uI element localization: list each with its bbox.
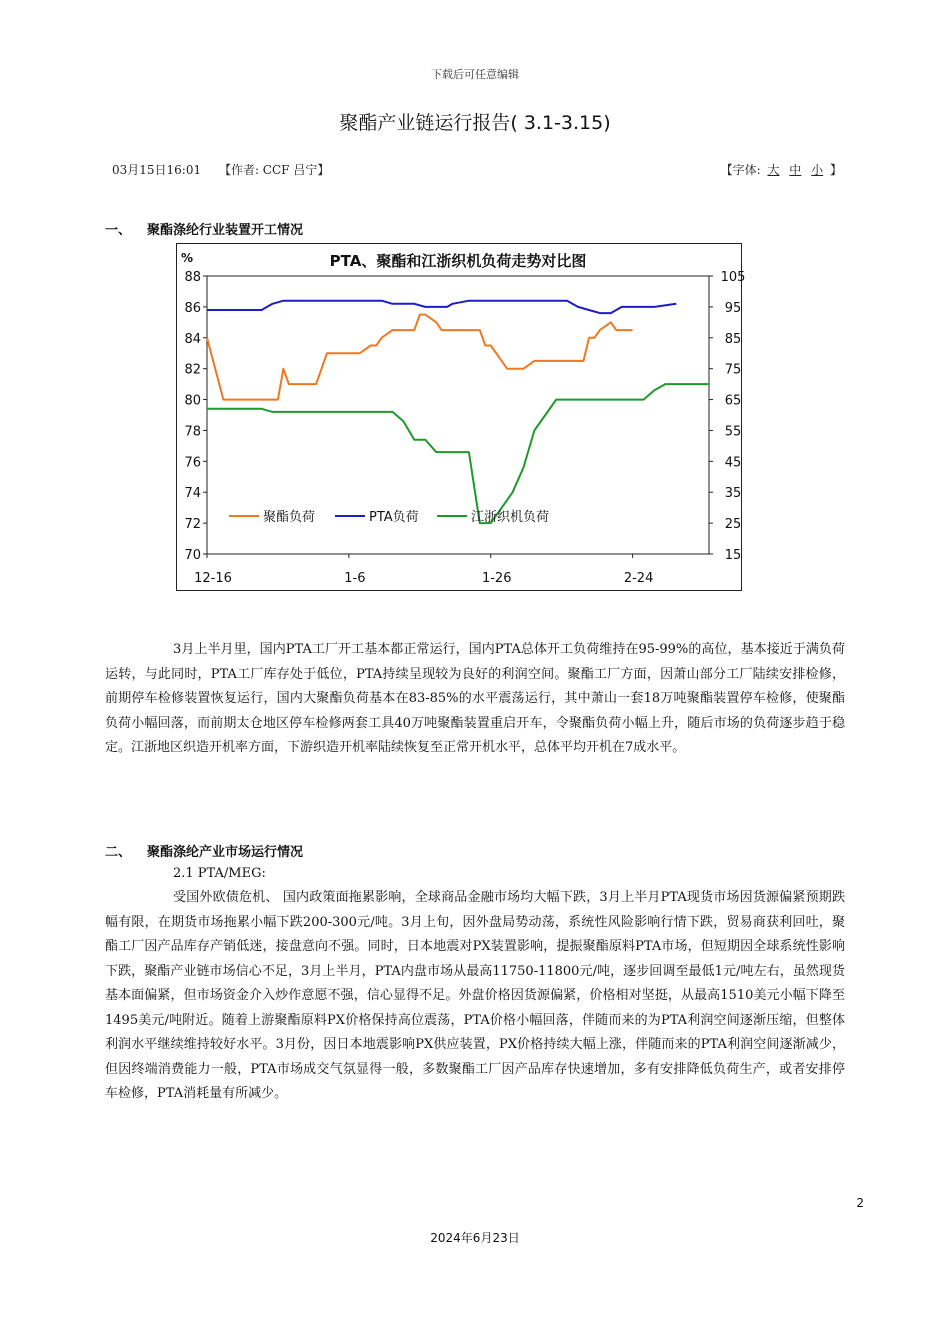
y-right-tick-label: 15 <box>724 548 742 563</box>
y-left-tick-label: 84 <box>184 331 201 347</box>
download-note: 下载后可任意编辑 <box>431 68 519 81</box>
y-right-tick-label: 95 <box>724 300 742 316</box>
y-right-tick-label: 25 <box>724 517 742 533</box>
y-left-tick-label: 86 <box>184 300 201 316</box>
y-axis-label: % <box>181 251 194 265</box>
series-line-2 <box>207 384 709 523</box>
series-line-0 <box>207 315 633 400</box>
author-line: 【作者: CCF 吕宁】 <box>218 163 330 177</box>
y-left-tick-label: 72 <box>184 517 201 533</box>
y-right-tick-label: 55 <box>724 424 742 440</box>
font-close: 】 <box>829 163 842 177</box>
chart-canvas <box>177 244 746 590</box>
paragraph-market: 受国外欧债危机、 国内政策面拖累影响，全球商品金融市场均大幅下跌，3月上半月PTA现货市场因货源偏紧预期跌幅有限，在期货市场拖累小幅下跌200-300元/吨。3月上旬，因外盘局势动荡，系统性风险影响行情下跌，贸易商获利回吐，聚酯工厂因产品库存产销低迷，接盘意向不强。同时，日本地震对PX装置影响，提振聚酯原料PTA市场，但短期因全球系统性影响下跌，聚酯产业链市场信心不足，3月上半月，PTA内盘市场从最高11750-11800元/吨，逐步回调至最低1元/吨左右，虽然现货基本面偏紧，但市场资金介入炒作意愿不强，信心显得不足。外盘价格因货源偏紧，价格相对坚挺，从最高1510美元小幅下降至1495美元/吨附近。随着上游聚酯原料PX价格保持高位震荡，PTA价格小幅回落，伴随而来的为PTA利润空间逐渐压缩，但整体利润水平继续维持较好水平。3月份，因日本地震影响PX供应装置，PX价格持续大幅上涨，伴随而来的PTA利润空间逐渐减少，但因终端消费能力一般，PTA市场成交气氛显得一般，多数聚酯工厂因产品库存快速增加，多有安排降低负荷生产，或者安排停车检修，PTA消耗量有所减少。 <box>105 890 845 1101</box>
publish-datetime: 03月15日16:01 <box>112 163 202 177</box>
subsection-pta-meg: 2.1 PTA/MEG: <box>173 866 266 881</box>
font-small-link[interactable]: 小 <box>811 163 824 177</box>
legend-label: PTA负荷 <box>369 510 419 525</box>
load-trend-chart <box>176 243 746 591</box>
page-number: 2 <box>856 1196 864 1210</box>
section-title: 聚酯涤纶产业市场运行情况 <box>147 845 304 860</box>
x-tick-label: 2-24 <box>623 571 654 586</box>
y-right-tick-label: 45 <box>724 455 742 471</box>
article-meta <box>112 161 343 178</box>
legend-label: 聚酯负荷 <box>263 510 316 525</box>
section-title: 聚酯涤纶行业装置开工情况 <box>147 223 304 238</box>
section-number: 一、 <box>105 223 132 238</box>
series-line-1 <box>207 301 676 313</box>
report-title: 聚酯产业链运行报告( 3.1-3.15) <box>339 112 611 134</box>
font-label: 【字体: <box>720 163 761 177</box>
section-number: 二、 <box>105 845 132 860</box>
y-left-tick-label: 80 <box>184 393 201 409</box>
y-right-tick-label: 35 <box>724 486 742 502</box>
legend-label: 江浙织机负荷 <box>471 510 550 525</box>
font-medium-link[interactable]: 中 <box>789 163 802 177</box>
font-large-link[interactable]: 大 <box>767 163 780 177</box>
x-tick-label: 12-16 <box>194 571 232 586</box>
y-left-tick-label: 74 <box>184 486 201 502</box>
y-left-tick-label: 70 <box>184 548 201 563</box>
chart-title: PTA、聚酯和江浙织机负荷走势对比图 <box>329 252 587 270</box>
y-right-tick-label: 75 <box>724 362 742 378</box>
x-tick-label: 1-26 <box>481 571 512 586</box>
y-left-tick-label: 88 <box>184 270 201 285</box>
y-right-tick-label: 105 <box>720 270 746 285</box>
font-size-selector <box>721 161 842 178</box>
y-left-tick-label: 76 <box>184 455 201 471</box>
section-heading-1 <box>105 219 303 238</box>
y-right-tick-label: 65 <box>724 393 742 409</box>
section-heading-2 <box>105 841 303 860</box>
y-right-tick-label: 85 <box>724 331 742 347</box>
y-left-tick-label: 78 <box>184 424 201 440</box>
footer-date: 2024年6月23日 <box>430 1231 520 1245</box>
x-tick-label: 1-6 <box>344 571 366 586</box>
y-left-tick-label: 82 <box>184 362 201 378</box>
paragraph-operating-status: 3月上半月里，国内PTA工厂开工基本都正常运行，国内PTA总体开工负荷维持在95-99%的高位，基本接近于满负荷运转，与此同时，PTA工厂库存处于低位，PTA持续呈现较为良好的利润空间。聚酯工厂方面，因萧山部分工厂陆续安排检修，前期停车检修装置恢复运行，国内大聚酯负荷基本在83-85%的水平震荡运行，其中萧山一套18万吨聚酯装置停车检修，使聚酯负荷小幅回落，而前期太仓地区停车检修两套工具40万吨聚酯装置重启开车，令聚酯负荷小幅上升，随后市场的负荷逐步趋于稳定。江浙地区织造开机率方面，下游织造开机率陆续恢复至正常开机水平，总体平均开机在7成水平。 <box>105 642 845 755</box>
